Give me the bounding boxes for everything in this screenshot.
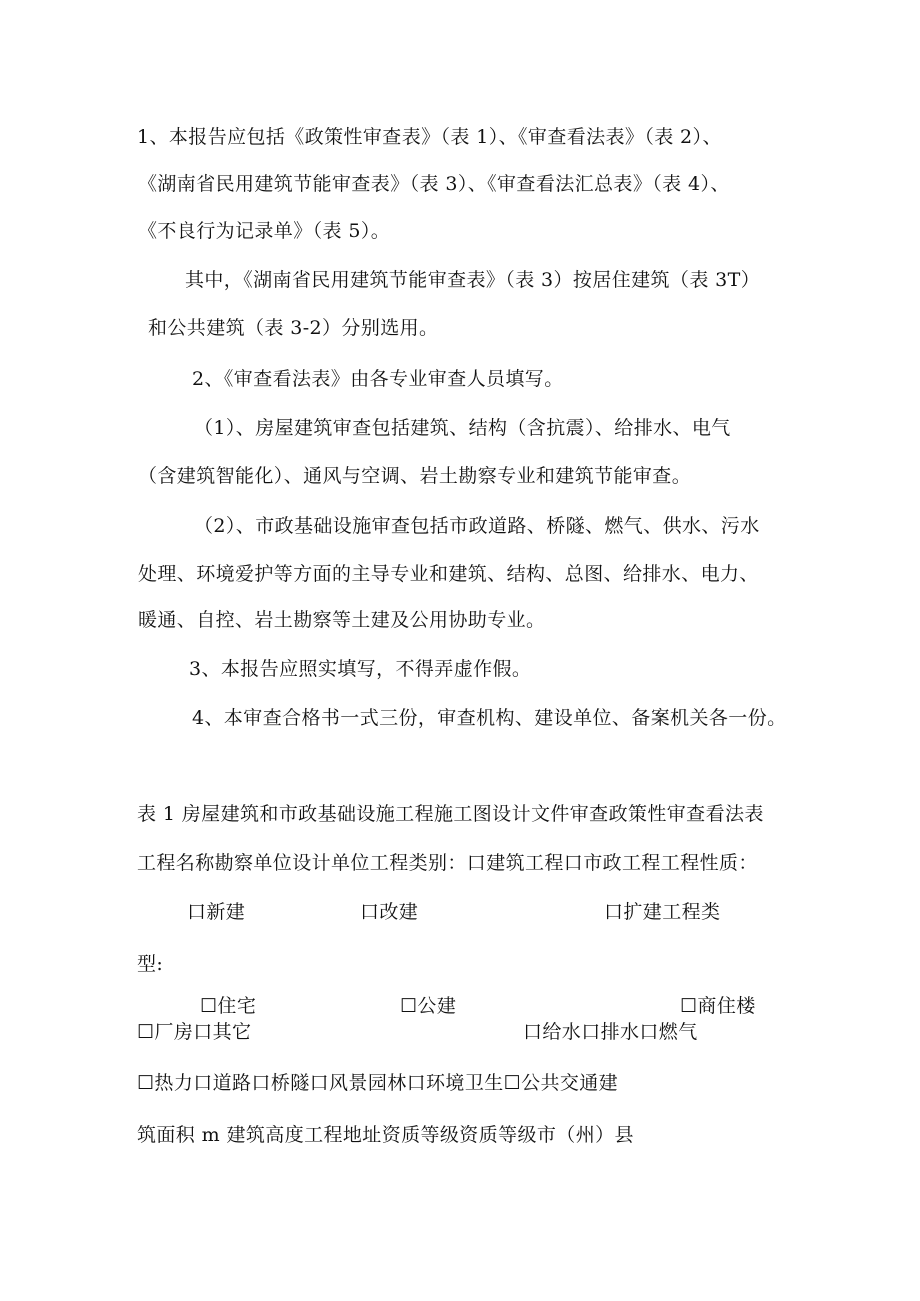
- table-1-header-line: 工程名称勘察单位设计单位工程类别：口建筑工程口市政工程工程性质：: [137, 852, 758, 874]
- table-1-title: 表 1 房屋建筑和市政基础设施工程施工图设计文件审查政策性审查看法表: [137, 803, 764, 825]
- note-item-2-2-line-2: 处理、环境爱护等方面的主导专业和建筑、结构、总图、给排水、电力、: [138, 563, 759, 585]
- note-item-2-2-line-1: （2）、市政基础设施审查包括市政道路、桥隧、燃气、供水、污水: [194, 515, 760, 537]
- table-1-footer-line: 筑面积 m 建筑高度工程地址资质等级资质等级市（州）县: [137, 1124, 634, 1146]
- type-factory-other-checkboxes[interactable]: ☐厂房口其它: [137, 1021, 252, 1043]
- type-heat-road-checkboxes[interactable]: ☐热力口道路口桥隧口风景园林口环境卫生☐公共交通建: [137, 1072, 619, 1094]
- nature-extend-checkbox[interactable]: 口扩建工程类: [604, 901, 721, 923]
- note-item-4-line-1: 4、本审查合格书一式三份，审查机构、建设单位、备案机关各一份。: [192, 707, 787, 729]
- note-item-1-line-2: 《湖南省民用建筑节能审查表》（表 3）、《审查看法汇总表》（表 4）、: [138, 173, 730, 195]
- note-item-2-1-line-1: （1）、房屋建筑审查包括建筑、结构（含抗震）、给排水、电气: [194, 417, 731, 439]
- note-item-1-sub-line-2: 和公共建筑（表 3-2）分别选用。: [148, 317, 439, 339]
- note-item-2-1-line-2: （含建筑智能化）、通风与空调、岩土勘察专业和建筑节能审查。: [138, 465, 692, 487]
- note-item-1-sub-line-1: 其中，《湖南省民用建筑节能审查表》（表 3）按居住建筑（表 3T）: [185, 269, 761, 291]
- note-item-3-line-1: 3、本报告应照实填写，不得弄虚作假。: [189, 658, 532, 680]
- type-public-checkbox[interactable]: ☐公建: [400, 995, 457, 1017]
- nature-new-checkbox[interactable]: 口新建: [187, 901, 246, 923]
- note-item-1-line-3: 《不良行为记录单》（表 5）。: [138, 220, 391, 242]
- type-water-drain-gas-checkboxes[interactable]: 口给水口排水口燃气: [523, 1021, 698, 1043]
- project-type-label: 型:: [137, 953, 164, 975]
- note-item-2-line-1: 2、《审查看法表》由各专业审查人员填写。: [192, 368, 564, 390]
- note-item-2-2-line-3: 暖通、自控、岩土勘察等土建及公用协助专业。: [138, 609, 546, 631]
- nature-rebuild-checkbox[interactable]: 口改建: [360, 901, 419, 923]
- type-residential-checkbox[interactable]: ☐住宅: [200, 995, 257, 1017]
- type-commercial-residential-checkbox[interactable]: ☐商住楼: [680, 995, 756, 1017]
- note-item-1-line-1: 1、本报告应包括《政策性审查表》（表 1）、《审查看法表》（表 2）、: [137, 126, 722, 148]
